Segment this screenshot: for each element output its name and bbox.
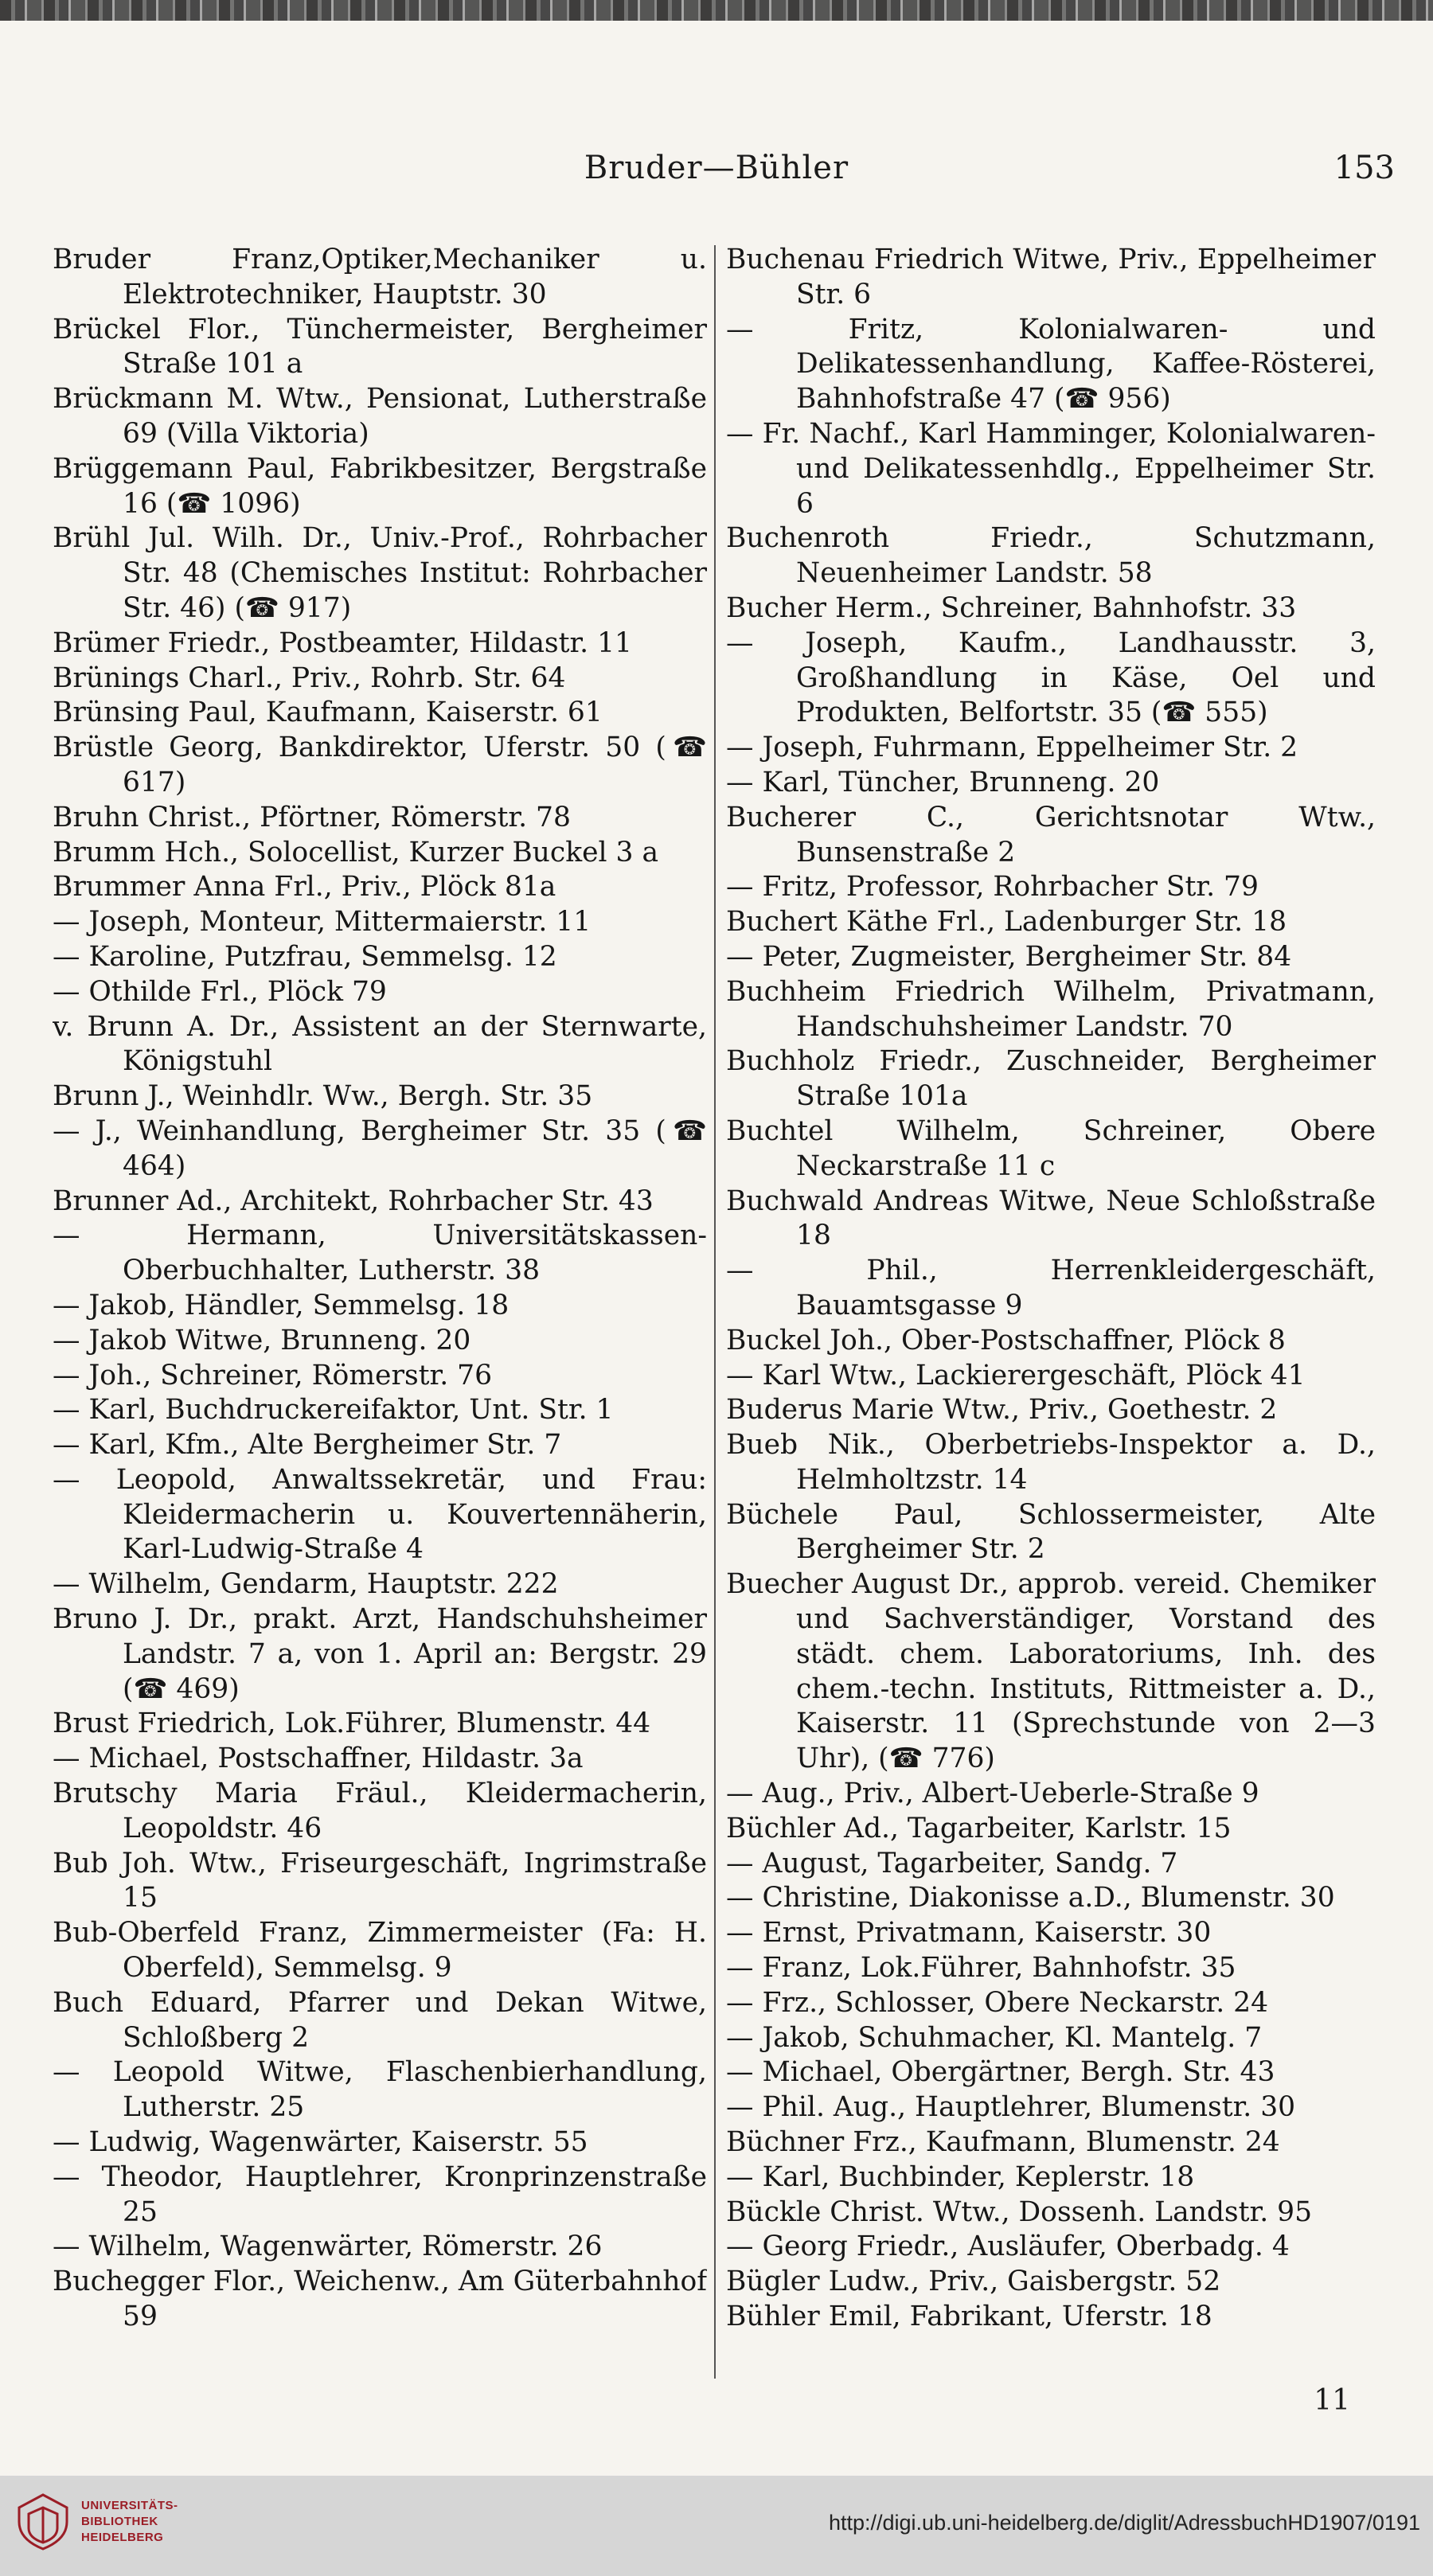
directory-entry: — Jakob Witwe, Brunneng. 20 xyxy=(53,1324,471,1356)
directory-entry: Brumm Hch., Solocellist, Kurzer Buckel 3 a xyxy=(53,836,659,868)
directory-entry: — Ernst, Privatmann, Kaiserstr. 30 xyxy=(726,1917,1212,1950)
directory-entry: — Jakob, Schuhmacher, Kl. Mantelg. 7 xyxy=(726,2021,1263,2054)
directory-entry: Buecher August Dr., approb. vereid. Chemiker und Sachverständiger, Vorstand des städt. chem. Laboratoriums, Inh. des chem.-techn. Instituts, Rittmeister a. D., Kaiserstr. 11 (Sprechstunde von 2—3 Uhr), (☎ 776) xyxy=(726,1568,1376,1775)
column-divider xyxy=(714,245,716,2379)
directory-entry: Bruder Franz,Optiker,Mechaniker u. Elektrotechniker, Hauptstr. 30 xyxy=(53,244,707,310)
directory-entry: Buchtel Wilhelm, Schreiner, Obere Neckarstraße 11 c xyxy=(726,1114,1376,1182)
directory-entry: Buchert Käthe Frl., Ladenburger Str. 18 xyxy=(726,906,1287,939)
university-seal-icon xyxy=(11,2490,75,2554)
directory-entry: — Karl, Buchbinder, Keplerstr. 18 xyxy=(726,2160,1195,2193)
directory-entry: — Karoline, Putzfrau, Semmelsg. 12 xyxy=(53,940,557,973)
directory-entry: — J., Weinhandlung, Bergheimer Str. 35 (☎ 464) xyxy=(53,1114,707,1182)
directory-entry: Brummer Anna Frl., Priv., Plöck 81a xyxy=(53,871,556,904)
directory-entry: — Franz, Lok.Führer, Bahnhofstr. 35 xyxy=(726,1952,1236,1985)
directory-entry: — Wilhelm, Gendarm, Hauptstr. 222 xyxy=(53,1568,559,1601)
directory-entry: Buchenroth Friedr., Schutzmann, Neuenheimer Landstr. 58 xyxy=(726,522,1376,590)
directory-entry: Bügler Ludw., Priv., Gaisbergstr. 52 xyxy=(726,2266,1221,2298)
directory-entry: Brust Friedrich, Lok.Führer, Blumenstr. 44 xyxy=(53,1708,651,1740)
directory-entry: — Fritz, Professor, Rohrbacher Str. 79 xyxy=(726,871,1259,904)
directory-entry: — Peter, Zugmeister, Bergheimer Str. 84 xyxy=(726,940,1292,973)
directory-entry: — Michael, Postschaffner, Hildastr. 3a xyxy=(53,1743,584,1775)
directory-entry: Buderus Marie Wtw., Priv., Goethestr. 2 xyxy=(726,1394,1278,1427)
directory-entry: Brümer Friedr., Postbeamter, Hildastr. 11 xyxy=(53,626,632,659)
directory-entry: — August, Tagarbeiter, Sandg. 7 xyxy=(726,1847,1178,1879)
directory-entry: Bühler Emil, Fabrikant, Uferstr. 18 xyxy=(726,2301,1212,2333)
directory-entry: — Fr. Nachf., Karl Hamminger, Kolonialwaren- und Delikatessenhdlg., Eppelheimer Str. 6 xyxy=(726,417,1376,520)
directory-entry: — Phil., Herrenkleidergeschäft, Bauamtsgasse 9 xyxy=(726,1255,1376,1321)
directory-entry: — Joseph, Fuhrmann, Eppelheimer Str. 2 xyxy=(726,732,1298,764)
directory-entry: Brunn J., Weinhdlr. Ww., Bergh. Str. 35 xyxy=(53,1080,593,1113)
directory-entry: Bruno J. Dr., prakt. Arzt, Handschuhsheimer Landstr. 7 a, von 1. April an: Bergstr. 29 (☎ 469) xyxy=(53,1603,707,1705)
directory-entry: Brunner Ad., Architekt, Rohrbacher Str. 43 xyxy=(53,1185,654,1217)
directory-entry: Brüggemann Paul, Fabrikbesitzer, Bergstraße 16 (☎ 1096) xyxy=(53,452,707,520)
directory-entry: Brutschy Maria Fräul., Kleidermacherin, Leopoldstr. 46 xyxy=(53,1778,707,1844)
page-number: 153 xyxy=(1333,150,1395,186)
directory-entry: — Frz., Schlosser, Obere Neckarstr. 24 xyxy=(726,1986,1269,2019)
directory-entry: — Wilhelm, Wagenwärter, Römerstr. 26 xyxy=(53,2231,603,2263)
directory-entry: Buch Eduard, Pfarrer und Dekan Witwe, Schloßberg 2 xyxy=(53,1986,707,2054)
source-url-link[interactable]: http://digi.ub.uni-heidelberg.de/diglit/AdressbuchHD1907/0191 xyxy=(828,2511,1420,2535)
directory-entry: — Fritz, Kolonialwaren- und Delikatessenhandlung, Kaffee-Rösterei, Bahnhofstraße 47 (☎ 956) xyxy=(726,313,1376,416)
page-header xyxy=(48,150,1395,197)
directory-entry: Bub-Oberfeld Franz, Zimmermeister (Fa: H. Oberfeld), Semmelsg. 9 xyxy=(53,1917,707,1985)
directory-entry: Brückmann M. Wtw., Pensionat, Lutherstraße 69 (Villa Viktoria) xyxy=(53,383,707,450)
left-column xyxy=(53,243,707,2376)
directory-entry: — Aug., Priv., Albert-Ueberle-Straße 9 xyxy=(726,1778,1259,1810)
directory-entry: — Hermann, Universitätskassen-Oberbuchhalter, Lutherstr. 38 xyxy=(53,1220,707,1287)
directory-entry: — Karl, Tüncher, Brunneng. 20 xyxy=(726,766,1160,798)
directory-entry: — Leopold Witwe, Flaschenbierhandlung, Lutherstr. 25 xyxy=(53,2056,707,2124)
directory-entry: Buchegger Flor., Weichenw., Am Güterbahnhof 59 xyxy=(53,2266,707,2333)
running-title: Bruder—Bühler xyxy=(584,150,849,186)
viewer-footer xyxy=(0,2476,1433,2576)
directory-entry: — Joseph, Kaufm., Landhausstr. 3, Großhandlung in Käse, Oel und Produkten, Belfortstr. 35 (☎ 555) xyxy=(726,626,1376,729)
directory-entry: Brüstle Georg, Bankdirektor, Uferstr. 50 (☎ 617) xyxy=(53,732,707,798)
directory-entry: Bückle Christ. Wtw., Dossenh. Landstr. 95 xyxy=(726,2195,1313,2228)
directory-entry: v. Brunn A. Dr., Assistent an der Sternwarte, Königstuhl xyxy=(53,1010,707,1078)
directory-entry: Buckel Joh., Ober-Postschaffner, Plöck 8 xyxy=(726,1324,1286,1356)
directory-entry: — Othilde Frl., Plöck 79 xyxy=(53,975,387,1008)
directory-entry: — Jakob, Händler, Semmelsg. 18 xyxy=(53,1289,510,1321)
directory-entry: — Karl, Buchdruckereifaktor, Unt. Str. 1 xyxy=(53,1394,614,1427)
directory-entry: Büchner Frz., Kaufmann, Blumenstr. 24 xyxy=(726,2126,1280,2159)
directory-entry: Brünsing Paul, Kaufmann, Kaiserstr. 61 xyxy=(53,697,603,729)
directory-entry: — Christine, Diakonisse a.D., Blumenstr. 30 xyxy=(726,1882,1335,1914)
directory-entry: Buchwald Andreas Witwe, Neue Schloßstraße 18 xyxy=(726,1185,1376,1252)
directory-entry: Bucher Herm., Schreiner, Bahnhofstr. 33 xyxy=(726,591,1297,624)
directory-entry: — Theodor, Hauptlehrer, Kronprinzenstraße 25 xyxy=(53,2160,707,2228)
directory-entry: Buchholz Friedr., Zuschneider, Bergheimer Straße 101a xyxy=(726,1045,1376,1113)
directory-entry: — Ludwig, Wagenwärter, Kaiserstr. 55 xyxy=(53,2126,588,2159)
right-column xyxy=(726,243,1376,2376)
directory-entry: — Leopold, Anwaltssekretär, und Frau: Kleidermacherin u. Kouvertennäherin, Karl-Ludwig-Straße 4 xyxy=(53,1463,707,1566)
directory-entry: Brühl Jul. Wilh. Dr., Univ.-Prof., Rohrbacher Str. 48 (Chemisches Institut: Rohrbacher Str. 46) (☎ 917) xyxy=(53,522,707,624)
directory-entry: — Joseph, Monteur, Mittermaierstr. 11 xyxy=(53,906,592,939)
library-name: UNIVERSITÄTS- BIBLIOTHEK HEIDELBERG xyxy=(81,2499,178,2544)
directory-entry: Büchler Ad., Tagarbeiter, Karlstr. 15 xyxy=(726,1812,1232,1844)
scan-edge xyxy=(0,0,1433,21)
directory-entry: Brückel Flor., Tünchermeister, Bergheimer Straße 101 a xyxy=(53,313,707,381)
directory-entry: — Joh., Schreiner, Römerstr. 76 xyxy=(53,1359,493,1391)
directory-entry: — Michael, Obergärtner, Bergh. Str. 43 xyxy=(726,2056,1275,2089)
directory-entry: — Phil. Aug., Hauptlehrer, Blumenstr. 30 xyxy=(726,2091,1296,2124)
directory-entry: — Karl, Kfm., Alte Bergheimer Str. 7 xyxy=(53,1429,562,1462)
directory-entry: Bucherer C., Gerichtsnotar Wtw., Bunsenstraße 2 xyxy=(726,801,1376,868)
signature-number: 11 xyxy=(1314,2384,1350,2417)
directory-entry: Brünings Charl., Priv., Rohrb. Str. 64 xyxy=(53,662,566,694)
directory-entry: Bruhn Christ., Pförtner, Römerstr. 78 xyxy=(53,801,571,833)
directory-entry: — Karl Wtw., Lackierergeschäft, Plöck 41 xyxy=(726,1359,1306,1391)
directory-entry: Büchele Paul, Schlossermeister, Alte Bergheimer Str. 2 xyxy=(726,1498,1376,1566)
directory-entry: Bub Joh. Wtw., Friseurgeschäft, Ingrimstraße 15 xyxy=(53,1847,707,1914)
directory-entry: Buchenau Friedrich Witwe, Priv., Eppelheimer Str. 6 xyxy=(726,244,1376,310)
directory-entry: Buchheim Friedrich Wilhelm, Privatmann, Handschuhsheimer Landstr. 70 xyxy=(726,975,1376,1043)
directory-entry: Bueb Nik., Oberbetriebs-Inspektor a. D., Helmholtzstr. 14 xyxy=(726,1429,1376,1496)
directory-entry: — Georg Friedr., Ausläufer, Oberbadg. 4 xyxy=(726,2231,1290,2263)
